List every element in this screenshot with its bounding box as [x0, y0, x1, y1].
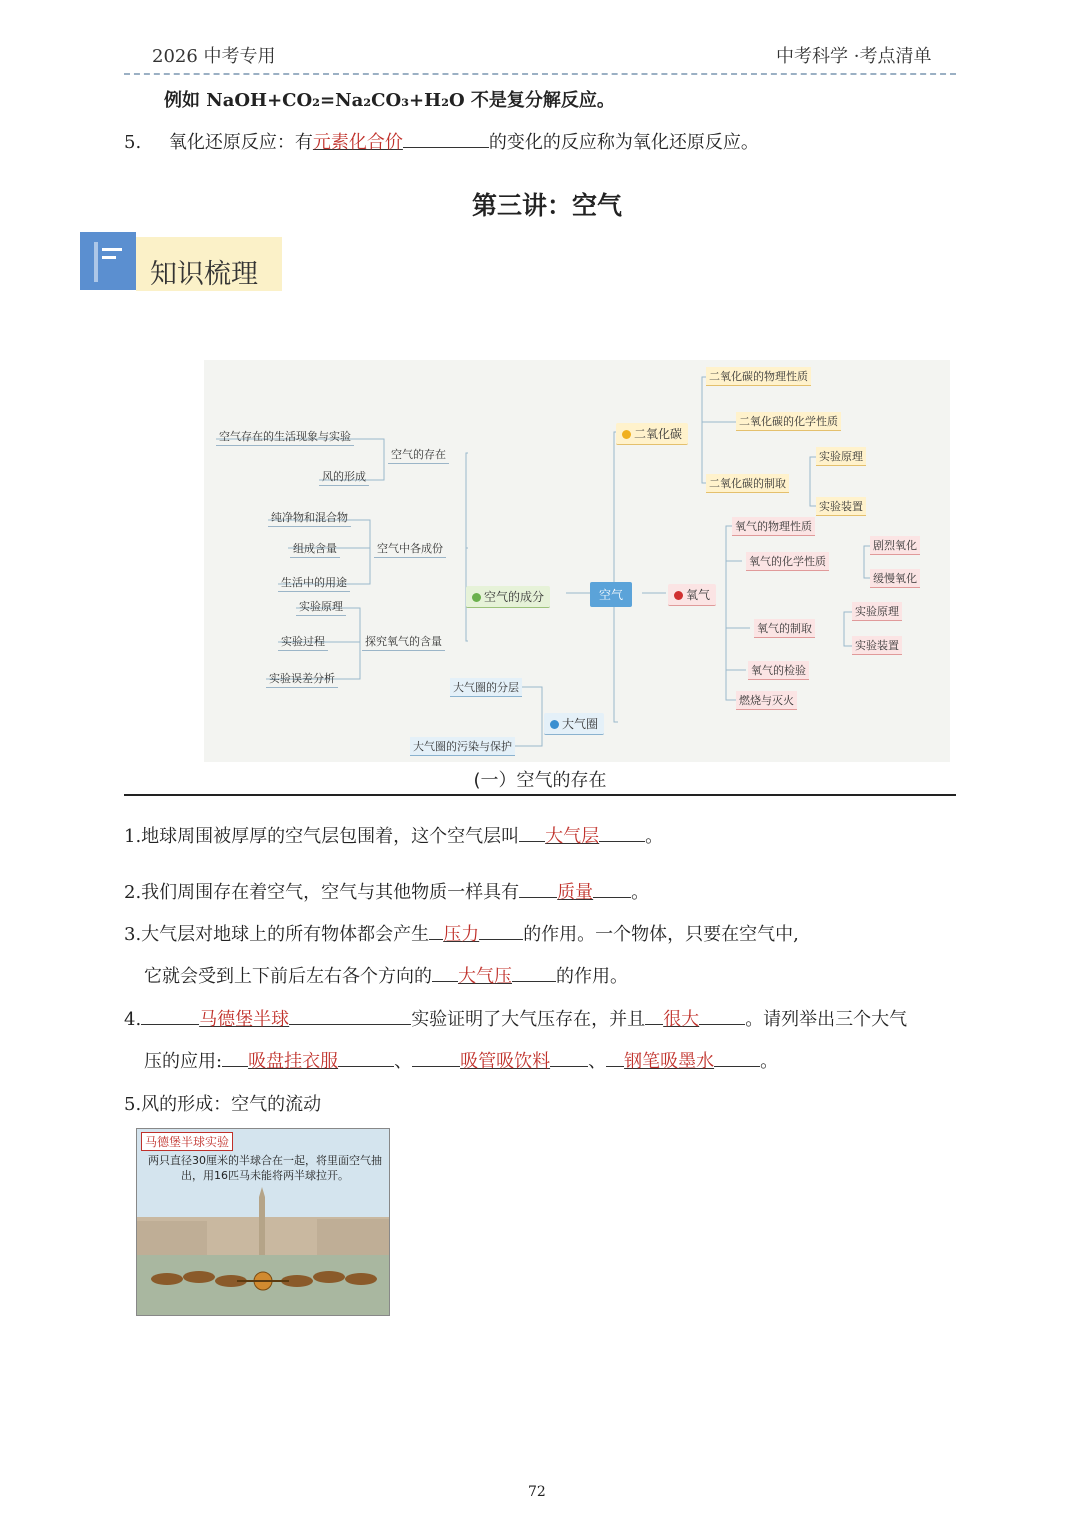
photo-description: 两只直径30厘米的半球合在一起，将里面空气抽出，用16匹马未能将两半球拉开。 — [148, 1154, 382, 1182]
question-3-continued: 它就会受到上下前后左右各个方向的 大气压 的作用。 — [144, 962, 628, 988]
example-line: 例如 NaOH+CO₂=Na₂CO₃+H₂O 不是复分解反应。 — [164, 90, 615, 111]
document-icon — [80, 232, 136, 290]
mindmap-o2-chem-child: 剧烈氧化 — [870, 536, 920, 555]
mindmap-existence-child: 风的形成 — [319, 467, 369, 486]
mindmap-components-child: 纯净物和混合物 — [268, 508, 351, 527]
item-5-text: 氧化还原反应：有 — [168, 132, 313, 153]
question-4-continued: 压的应用: 吸盘挂衣服 、 吸管吸饮料 、 钢笔吸墨水 。 — [144, 1047, 778, 1073]
answer-3b: 大气压 — [458, 966, 512, 987]
answer-4a: 马德堡半球 — [199, 1009, 290, 1030]
question-4: 4. 马德堡半球 实验证明了大气压存在，并且 很大 。请列举出三个大气 — [124, 1005, 907, 1031]
mindmap-atmosphere-child: 大气圈的污染与保护 — [410, 737, 515, 756]
mindmap-composition: 空气的成分 — [466, 586, 550, 608]
header-right: 中考科学 ·考点清单 — [776, 46, 932, 67]
mindmap-existence: 空气的存在 — [388, 445, 449, 464]
mindmap-o2: 氧气 — [668, 584, 716, 606]
mindmap-o2-child: 燃烧与灭火 — [736, 691, 797, 710]
mindmap-o2-chem-child: 缓慢氧化 — [870, 569, 920, 588]
item-5-number: 5. — [124, 132, 142, 153]
mindmap-o2-prep-child: 实验装置 — [852, 636, 902, 655]
mindmap-o2-child: 氧气的化学性质 — [746, 552, 829, 571]
green-dot-icon — [472, 593, 481, 602]
item-5-answer: 元素化合价 — [312, 132, 403, 153]
mindmap-co2-child: 二氧化碳的制取 — [706, 474, 789, 493]
mindmap-o2-prep-child: 实验原理 — [852, 602, 902, 621]
answer-4d: 吸管吸饮料 — [460, 1051, 551, 1072]
mindmap-existence-child: 空气存在的生活现象与实验 — [216, 427, 354, 446]
question-3: 3.大气层对地球上的所有物体都会产生 压力 的作用。一个物体，只要在空气中, — [124, 920, 799, 946]
answer-1: 大气层 — [545, 826, 600, 847]
answer-2: 质量 — [557, 882, 594, 903]
lecture-title: 第三讲：空气 — [471, 191, 622, 220]
answer-4e: 钢笔吸墨水 — [624, 1051, 715, 1072]
mindmap-co2-prep-child: 实验装置 — [816, 497, 866, 516]
section-title: (一）空气的存在 — [473, 770, 607, 791]
mindmap-co2-child: 二氧化碳的物理性质 — [706, 367, 811, 386]
answer-3a: 压力 — [443, 924, 480, 945]
mindmap-o2-child: 氧气的物理性质 — [732, 517, 815, 536]
mindmap-components-child: 组成含量 — [290, 539, 340, 558]
mindmap-components-child: 生活中的用途 — [278, 573, 350, 592]
mindmap-o2-child: 氧气的检验 — [748, 661, 809, 680]
mindmap-o2-child: 氧气的制取 — [754, 619, 815, 638]
mindmap-explore-child: 实验过程 — [278, 632, 328, 651]
magdeburg-photo — [136, 1128, 390, 1316]
mindmap-root: 空气 — [590, 582, 632, 607]
blue-dot-icon — [550, 720, 559, 729]
mindmap-atmosphere: 大气圈 — [544, 713, 604, 735]
mindmap-atmosphere-child: 大气圈的分层 — [450, 678, 522, 697]
mindmap-explore: 探究氧气的含量 — [362, 632, 445, 651]
knowledge-label: 知识梳理 — [150, 259, 258, 290]
blank-line — [403, 129, 489, 148]
answer-4c: 吸盘挂衣服 — [248, 1051, 339, 1072]
header-divider — [124, 73, 956, 75]
mindmap-explore-child: 实验误差分析 — [266, 669, 338, 688]
mindmap-co2: 二氧化碳 — [616, 423, 688, 445]
item-5 — [124, 128, 759, 154]
mindmap-components: 空气中各成份 — [374, 539, 446, 558]
mindmap-co2-child: 二氧化碳的化学性质 — [736, 412, 841, 431]
answer-4b: 很大 — [663, 1009, 700, 1030]
mind-map — [204, 360, 950, 762]
header-left: 2026 中考专用 — [152, 46, 276, 67]
page-number: 72 — [528, 1484, 546, 1500]
red-dot-icon — [674, 591, 683, 600]
yellow-dot-icon — [622, 430, 631, 439]
mindmap-co2-prep-child: 实验原理 — [816, 447, 866, 466]
question-1: 1.地球周围被厚厚的空气层包围着，这个空气层叫 大气层 。 — [124, 822, 663, 848]
question-5: 5.风的形成：空气的流动 — [124, 1094, 322, 1115]
mindmap-explore-child: 实验原理 — [296, 597, 346, 616]
question-2: 2.我们周围存在着空气，空气与其他物质一样具有 质量 。 — [124, 878, 649, 904]
section-divider — [124, 794, 956, 796]
photo-title: 马德堡半球实验 — [141, 1132, 233, 1151]
item-5-text-end: 的变化的反应称为氧化还原反应。 — [488, 132, 759, 153]
